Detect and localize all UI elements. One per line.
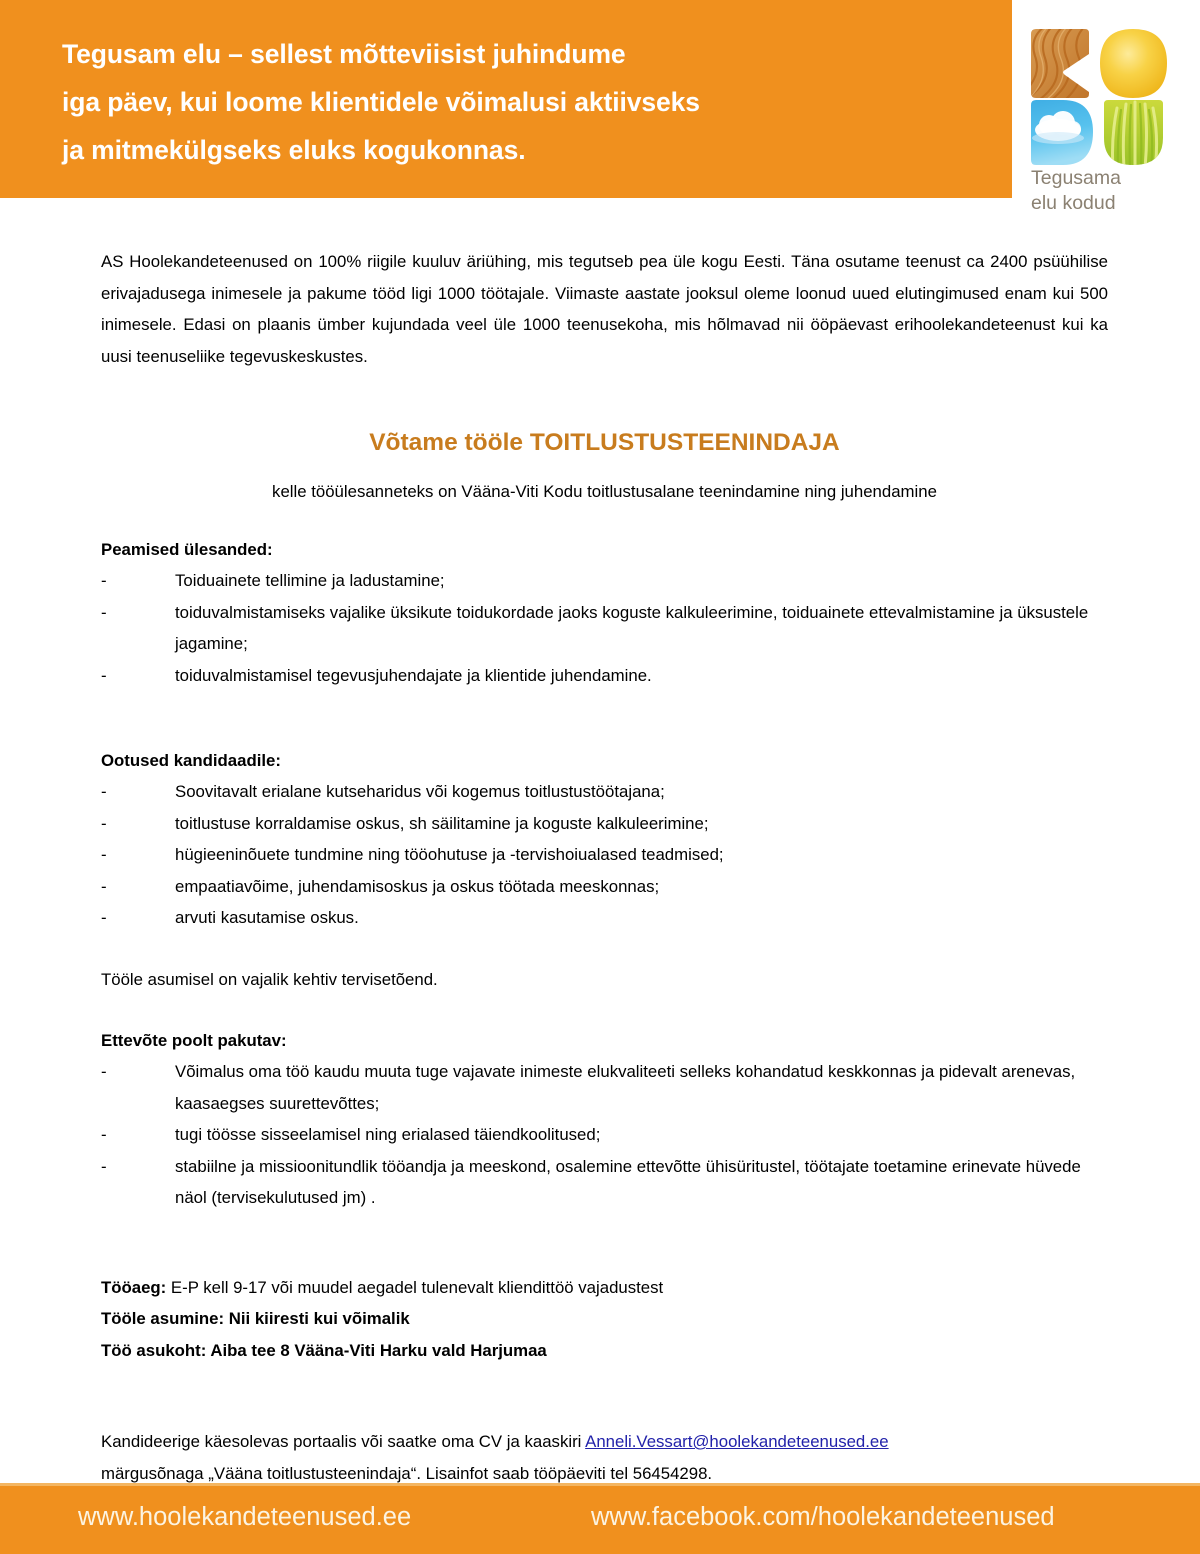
header-slogan [62, 30, 962, 174]
list-item [101, 660, 1108, 692]
section-job-details [101, 1214, 1108, 1367]
bullet-dash-icon: - [101, 1156, 107, 1176]
section-heading-tasks: Peamised ülesanded: [101, 540, 273, 559]
bullet-dash-icon: - [101, 602, 107, 622]
section-apply [101, 1366, 1108, 1489]
section-heading-offer: Ettevõte poolt pakutav: [101, 1031, 287, 1050]
list-item-text: toitlustuse korraldamise oskus, sh säilitamine ja koguste kalkuleerimine; [175, 813, 709, 833]
apply-email-link[interactable]: Anneli.Vessart@hoolekandeteenused.ee [585, 1432, 889, 1451]
page-footer [0, 1483, 1200, 1554]
kodu-logo [1022, 26, 1182, 222]
bullet-dash-icon: - [101, 571, 107, 590]
footer-hairline [0, 1483, 1200, 1486]
bullet-dash-icon: - [101, 665, 107, 685]
apply-line-2: märgusõnaga „Vääna toitlustusteenindaja“. Lisainfot saab tööpäeviti tel 56454298. [101, 1463, 713, 1483]
job-subtitle: kelle tööülesanneteks on Vääna-Viti Kodu toitlustusalane teenindamine ning juhendamine [272, 482, 937, 501]
list-item [101, 1151, 1108, 1214]
bullet-dash-icon: - [101, 908, 107, 927]
list-item-text: tugi töösse sisseelamisel ning erialased täiendkoolitused; [175, 1125, 601, 1144]
detail-worktime [101, 1272, 1108, 1304]
list-item-text: stabiilne ja missioonitundlik tööandja ja meeskond, osalemine ettevõtte ühisüritustel, töötajate toetamine erinevate hüvede näol (tervisekulutused jm) . [175, 1156, 1081, 1207]
detail-worktime-label: Tööaeg: [101, 1277, 167, 1297]
list-item-text: Soovitavalt erialane kutseharidus või kogemus toitlustustöötajana; [175, 782, 665, 801]
logo-tile-u [1104, 100, 1163, 169]
logo-caption-line-1: Tegusama [1031, 167, 1121, 189]
logo-tile-k [1025, 26, 1091, 108]
section-heading-expectations: Ootused kandidaadile: [101, 751, 281, 770]
offer-list [101, 1056, 1108, 1214]
list-item-text: toiduvalmistamiseks vajalike üksikute toidukordade jaoks koguste kalkuleerimine, toiduainete ettevalmistamine ja üksustele jagamine; [175, 602, 1089, 653]
bullet-dash-icon: - [101, 845, 107, 864]
section-main-tasks [101, 504, 1108, 691]
logo-tile-d [1031, 100, 1093, 165]
footer-facebook-link[interactable]: www.facebook.com/hoolekandeteenused [591, 1503, 1055, 1531]
slogan-line-2: iga päev, kui loome klientidele võimalusi aktiivseks [62, 87, 700, 117]
expectations-list [101, 776, 1108, 934]
logo-caption [1022, 166, 1182, 216]
slogan-line-3: ja mitmekülgseks eluks kogukonnas. [62, 135, 526, 165]
list-item [101, 565, 1108, 597]
list-item-text: hügieeninõuete tundmine ning tööohutuse ja -tervishoiualased teadmised; [175, 845, 724, 864]
logo-tile-o [1100, 29, 1167, 98]
apply-text-before-email: Kandideerige käesolevas portaalis või saatke oma CV ja kaaskiri [101, 1432, 586, 1451]
list-item [101, 808, 1108, 840]
bullet-dash-icon: - [101, 1062, 107, 1081]
list-item [101, 597, 1108, 660]
list-item [101, 1056, 1108, 1119]
list-item [101, 776, 1108, 808]
slogan-line-1: Tegusam elu – sellest mõtteviisist juhindume [62, 39, 626, 69]
footer-website-link[interactable]: www.hoolekandeteenused.ee [78, 1503, 412, 1531]
list-item-text: empaatiavõime, juhendamisoskus ja oskus töötada meeskonnas; [175, 876, 660, 896]
section-offer [101, 995, 1108, 1214]
main-content [101, 246, 1108, 1489]
company-intro-paragraph: AS Hoolekandeteenused on 100% riigile kuuluv äriühing, mis tegutseb pea üle kogu Eesti. Täna osutame teenust ca 2400 psüühilise erivajadusega inimesele ja pakume tööd ligi 1000 töötajale. Viimaste aastate jooksul oleme loonud uued elutingimused enam kui 500 inimesele. Edasi on plaanis ümber kujundada veel üle 1000 teenusekoha, mis hõlmavad nii ööpäevast erihoolekandeteenust kui ka uusi teenuseliike tegevuskeskustes. [101, 252, 1108, 366]
section-expectations [101, 691, 1108, 995]
list-item [101, 839, 1108, 871]
list-item [101, 871, 1108, 903]
health-certificate-note: Tööle asumisel on vajalik kehtiv tervisetõend. [101, 969, 438, 989]
page-header [0, 0, 1200, 228]
list-item [101, 1119, 1108, 1151]
apply-line-1 [101, 1426, 1108, 1458]
detail-worktime-value: E-P kell 9-17 või muudel aegadel tulenevalt kliendittöö vajadustest [166, 1277, 664, 1297]
list-item [101, 902, 1108, 934]
job-title: Võtame tööle TOITLUSTUSTEENINDAJA [369, 429, 840, 456]
list-item-text: arvuti kasutamise oskus. [175, 908, 359, 927]
detail-start-date: Tööle asumine: Nii kiiresti kui võimalik [101, 1309, 410, 1328]
logo-caption-line-2: elu kodud [1031, 192, 1116, 214]
kodu-logo-mark [1025, 26, 1171, 169]
bullet-dash-icon: - [101, 876, 107, 896]
bullet-dash-icon: - [101, 1125, 107, 1144]
bullet-dash-icon: - [101, 813, 107, 833]
bullet-dash-icon: - [101, 782, 107, 801]
list-item-text: Võimalus oma töö kaudu muuta tuge vajavate inimeste elukvaliteeti selleks kohandatud keskkonnas ja pidevalt arenevas, kaasaegses suurettevõttes; [175, 1062, 1076, 1113]
list-item-text: Toiduainete tellimine ja ladustamine; [175, 571, 445, 590]
tasks-list [101, 565, 1108, 691]
list-item-text: toiduvalmistamisel tegevusjuhendajate ja klientide juhendamine. [175, 665, 652, 685]
detail-location: Töö asukoht: Aiba tee 8 Vääna-Viti Harku vald Harjumaa [101, 1340, 547, 1360]
